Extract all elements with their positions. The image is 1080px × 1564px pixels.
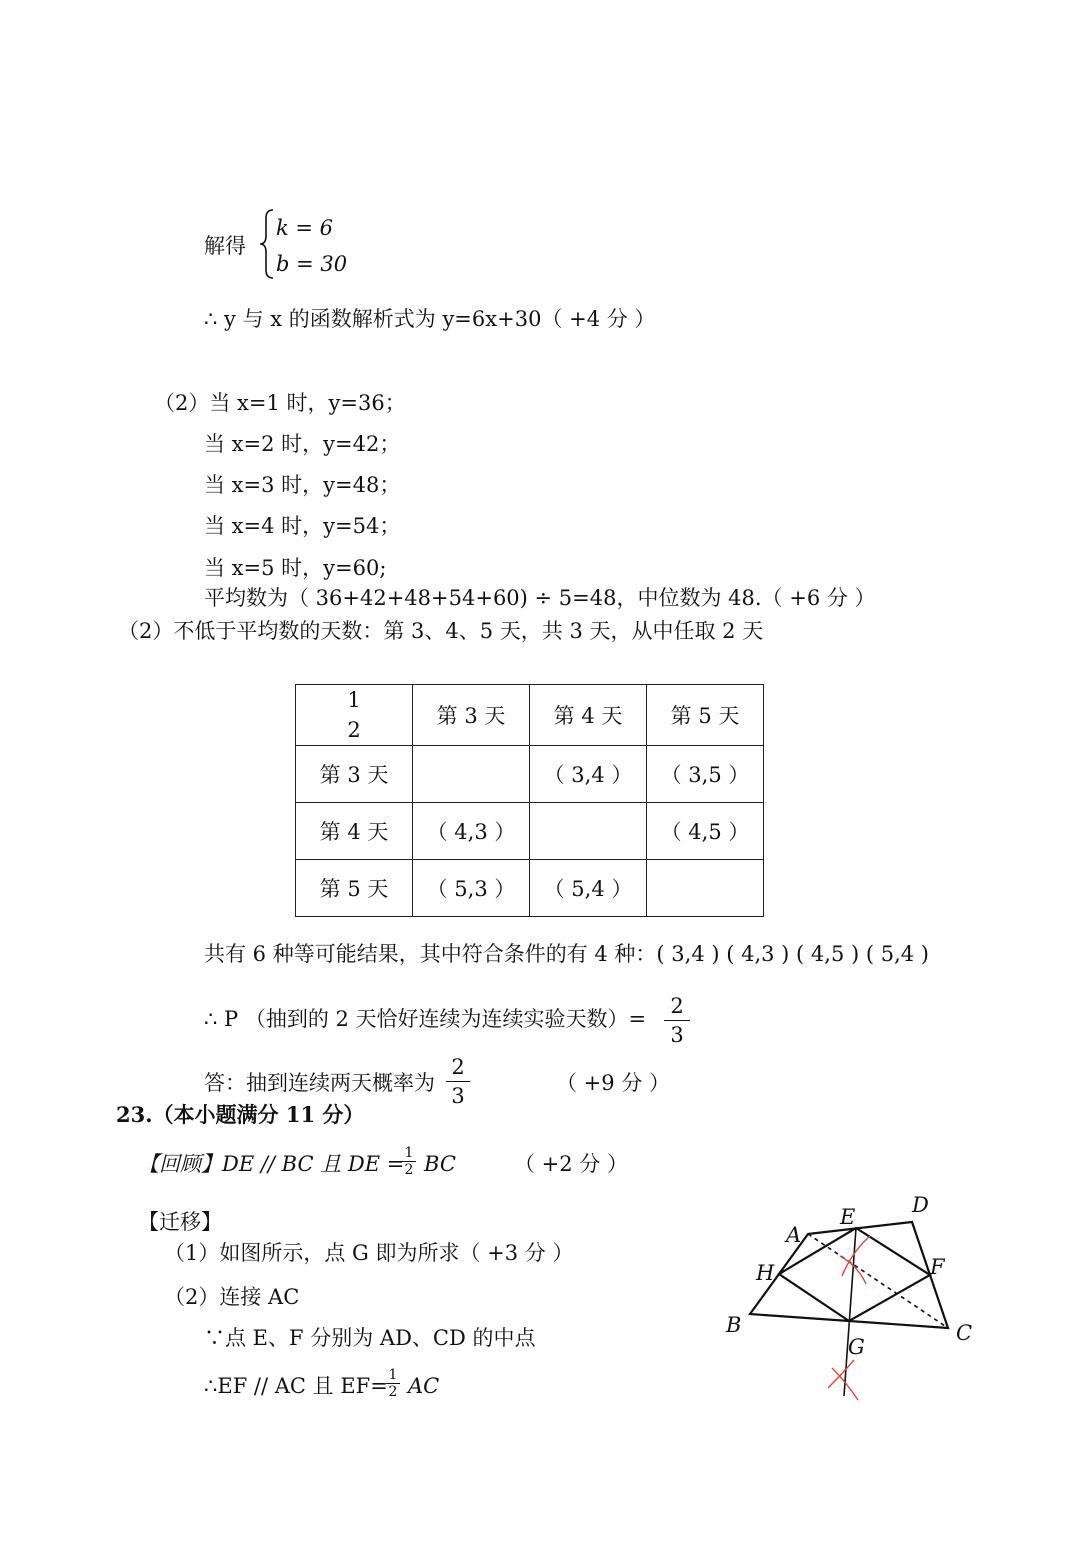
table-header: 第 4 天: [530, 685, 647, 746]
solve-label: 解得: [204, 234, 246, 258]
therefore-fraction: [386, 1368, 400, 1399]
table-cell: （ 4,3 ）: [413, 803, 530, 860]
system-brace-icon: [258, 208, 276, 280]
table-row: [296, 803, 764, 860]
corner-bottom: 2: [347, 718, 361, 742]
table-row: [296, 685, 764, 746]
label-b: B: [726, 1313, 742, 1337]
question-23-title: 23.（本小题满分 11 分）: [116, 1102, 365, 1127]
label-a: A: [786, 1223, 802, 1247]
because-line: ∵点 E、F 分别为 AD、CD 的中点: [204, 1326, 536, 1350]
fraction-numerator: 2: [451, 1055, 465, 1079]
row-label: 第 5 天: [296, 860, 413, 917]
outcomes-line: 共有 6 种等可能结果，其中符合条件的有 4 种：( 3,4 ) ( 4,3 ) ( 4,5 ) ( 5,4 ): [204, 942, 929, 966]
review-fraction: [402, 1146, 416, 1177]
fraction-denominator: 2: [404, 1162, 414, 1178]
table-cell: （ 3,4 ）: [530, 746, 647, 803]
table-cell: [530, 803, 647, 860]
label-g: G: [848, 1335, 865, 1359]
equation-k: k = 6: [276, 216, 334, 240]
table-header: 第 5 天: [647, 685, 764, 746]
transfer-1: （1）如图所示，点 G 即为所求（ +3 分 ）: [164, 1241, 574, 1265]
table-row: [296, 860, 764, 917]
value-line: 当 x=2 时，y=42；: [204, 432, 401, 456]
review-score: （ +2 分 ）: [514, 1152, 628, 1176]
table-corner: [296, 685, 413, 746]
part2-head: （2）当 x=1 时，y=36；: [154, 391, 406, 415]
mean-line: 平均数为（ 36+42+48+54+60) ÷ 5=48，中位数为 48.（ +6 分 ）: [204, 586, 876, 610]
transfer-title: 【迁移】: [138, 1210, 222, 1234]
label-h: H: [756, 1261, 775, 1285]
corner-top: 1: [347, 688, 361, 712]
label-e: E: [840, 1205, 856, 1229]
therefore-suffix: AC: [408, 1374, 440, 1398]
table-cell: （ 3,5 ）: [647, 746, 764, 803]
table-cell: （ 5,4 ）: [530, 860, 647, 917]
row-label: 第 4 天: [296, 803, 413, 860]
table-row: [296, 746, 764, 803]
table-cell: [647, 860, 764, 917]
label-f: F: [930, 1255, 945, 1279]
outcome-table: [295, 684, 764, 917]
table-header: 第 3 天: [413, 685, 530, 746]
fraction-numerator: 1: [388, 1367, 398, 1383]
equation-b: b = 30: [276, 252, 348, 276]
probability-fraction: [664, 994, 690, 1047]
answer-line: 答：抽到连续两天概率为: [204, 1071, 435, 1095]
part2b-line: （2）不低于平均数的天数：第 3、4、5 天，共 3 天，从中任取 2 天: [118, 619, 764, 643]
label-c: C: [956, 1321, 973, 1345]
answer-score: （ +9 分 ）: [556, 1071, 670, 1095]
probability-line: ∴ P （抽到的 2 天恰好连续为连续实验天数）=: [204, 1007, 647, 1031]
table-cell: （ 5,3 ）: [413, 860, 530, 917]
diagonal-ac: [808, 1234, 948, 1328]
therefore-line: ∴EF // AC 且 EF=: [204, 1374, 388, 1398]
fraction-numerator: 2: [670, 994, 684, 1018]
function-line: ∴ y 与 x 的函数解析式为 y=6x+30（ +4 分 ）: [204, 307, 656, 331]
fraction-denominator: 3: [670, 1023, 684, 1047]
row-label: 第 3 天: [296, 746, 413, 803]
fraction-denominator: 3: [451, 1084, 465, 1108]
review-suffix: BC: [424, 1152, 456, 1176]
value-line: 当 x=4 时，y=54；: [204, 514, 401, 538]
fraction-numerator: 1: [404, 1145, 414, 1161]
value-line: 当 x=3 时，y=48；: [204, 473, 401, 497]
transfer-2: （2）连接 AC: [164, 1285, 300, 1309]
label-d: D: [912, 1193, 929, 1217]
table-cell: [413, 746, 530, 803]
quadrilateral-figure: [720, 1188, 990, 1418]
answer-fraction: [446, 1055, 470, 1108]
table-cell: （ 4,5 ）: [647, 803, 764, 860]
review-line: 【回顾】DE // BC 且 DE =: [138, 1152, 405, 1176]
value-line: 当 x=5 时，y=60;: [204, 556, 387, 580]
fraction-denominator: 2: [388, 1384, 398, 1400]
